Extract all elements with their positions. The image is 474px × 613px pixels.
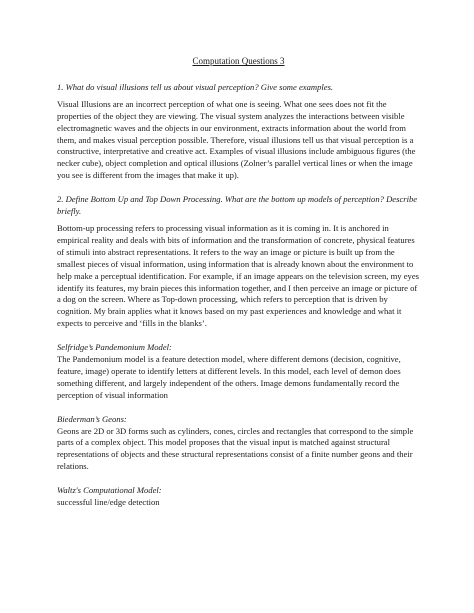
waltz-heading: Waltz's Computational Model: xyxy=(57,485,162,496)
pandemonium-text: The Pandemonium model is a feature detection model, where different demons (decision, cognitive, feature, image) operate to identify letters at different levels. In this model, each level of demon does something different, and largely independent of the others. Image demons fundamentally record the perception of visual information xyxy=(57,354,401,400)
pandemonium-heading: Selfridge’s Pandemonium Model: xyxy=(57,342,172,353)
question-2: 2. Define Bottom Up and Top Down Processing. What are the bottom up models of perception? Describe briefly. xyxy=(57,194,418,217)
waltz-text: successful line/edge detection xyxy=(57,497,160,508)
question-1: 1. What do visual illusions tell us about visual perception? Give some examples. xyxy=(57,81,334,92)
answer-1: Visual Illusions are an incorrect perception of what one is seeing. What one sees does not fit the properties of the object they are viewing. The visual system analyzes the interactions between visible electromagnetic waves and the objects in our environment, extracts information about the world from them, and makes visual perception possible. Therefore, visual illusions tell us that visual perception is a constructive, interpretative and creative act. Examples of visual illusions include ambiguous figures (the necker cube), object completion and optical illusions (Zolner’s parallel vertical lines or when the image you see is different from the images that make it up). xyxy=(57,98,416,181)
geons-text: Geons are 2D or 3D forms such as cylinders, cones, circles and rectangles that correspond to the simple parts of a complex object. This model proposes that the visual input is matched against structural representations of objects and these structural representations consist of a finite number geons and their relations. xyxy=(57,425,414,472)
geons-heading: Biederman’s Geons: xyxy=(57,413,127,424)
document-page xyxy=(57,56,420,509)
answer-2: Bottom-up processing refers to processing visual information as it is coming in. It is anchored in empirical reality and deals with bits of information and the transformation of concrete, physical features of stimuli into abstract representations. It refers to the way an image or picture is built up from the smallest pieces of visual information, using information that is already known about the environment to help make a perceptual identification. For example, if an image appears on the television screen, my eyes identify its features, my brain pieces this information together, and I then perceive an image or picture of a dog on the screen. Where as Top-down processing, which refers to perception that is driven by cognition. My brain applies what it knows based on my past experiences and knowledge and what it expects to perceive and ‘fills in the blanks’. xyxy=(57,222,419,329)
document-title: Computation Questions 3 xyxy=(192,56,285,66)
